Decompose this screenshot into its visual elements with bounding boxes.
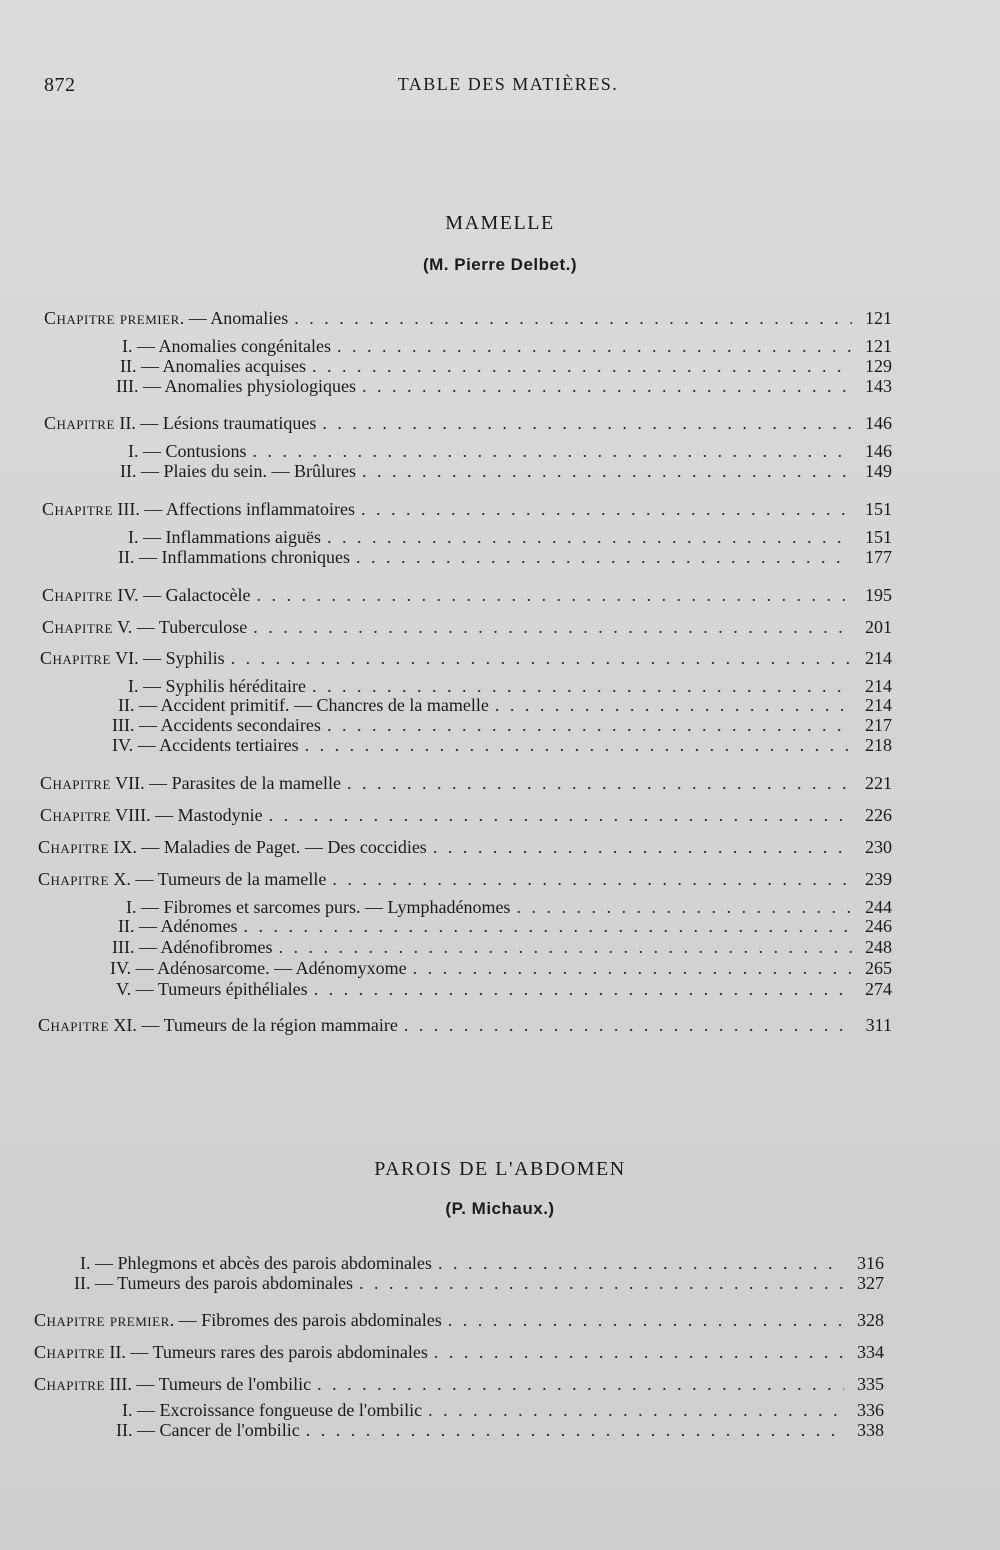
toc-entry xyxy=(42,617,892,639)
toc-entry xyxy=(40,648,892,670)
toc-entry xyxy=(44,308,892,330)
toc-entry-label: II. — Inflammations chroniques xyxy=(118,547,350,567)
section-author-mamelle xyxy=(0,255,1000,275)
leader-dots xyxy=(337,336,852,357)
leader-dots xyxy=(312,676,852,697)
leader-dots xyxy=(495,695,852,716)
toc-entry-label: Chapitre III. — Affections inflammatoires xyxy=(42,499,356,519)
toc-entry-page: 217 xyxy=(865,715,892,735)
leader-dots xyxy=(404,1015,852,1036)
toc-entry-label: Chapitre IV. — Galactocèle xyxy=(42,585,251,605)
toc-entry-label: Chapitre VIII. — Mastodynie xyxy=(40,805,263,825)
toc-entry-page: 335 xyxy=(857,1374,884,1394)
leader-dots xyxy=(312,356,852,377)
toc-entry-label: II. — Adénomes xyxy=(118,916,238,936)
section-author-abdomen xyxy=(0,1199,1000,1219)
toc-entry xyxy=(38,869,892,891)
toc-entry xyxy=(74,1273,884,1295)
toc-entry-page: 214 xyxy=(865,648,892,668)
toc-entry xyxy=(128,441,892,463)
toc-entry-label: Chapitre V. — Tuberculose xyxy=(42,617,248,637)
leader-dots xyxy=(362,376,852,397)
section-title-abdomen: PAROIS DE L'ABDOMEN xyxy=(374,1158,626,1180)
toc-entry-label: III. — Adénofibromes xyxy=(112,937,273,957)
toc-entry-label: I. — Fibromes et sarcomes purs. — Lymphadénomes xyxy=(126,897,511,917)
toc-entry-page: 246 xyxy=(865,916,892,936)
leader-dots xyxy=(434,1342,844,1363)
toc-entry-page: 201 xyxy=(865,617,892,637)
toc-entry-label: II. — Anomalies acquises xyxy=(120,356,306,376)
toc-entry-label: Chapitre VI. — Syphilis xyxy=(40,648,225,668)
leader-dots xyxy=(516,897,852,918)
toc-entry-label: II. — Tumeurs des parois abdominales xyxy=(74,1273,353,1293)
toc-entry-label: Chapitre premier. — Anomalies xyxy=(44,308,289,328)
toc-entry xyxy=(40,805,892,827)
leader-dots xyxy=(314,979,852,1000)
leader-dots xyxy=(257,585,852,606)
toc-entry-page: 149 xyxy=(865,461,892,481)
toc-entry-page: 121 xyxy=(865,308,892,328)
toc-entry xyxy=(120,461,892,483)
toc-entry-page: 177 xyxy=(865,547,892,567)
toc-entry xyxy=(38,837,892,859)
toc-entry-label: I. — Inflammations aiguës xyxy=(128,527,321,547)
toc-entry xyxy=(80,1253,884,1275)
toc-entry xyxy=(118,695,892,717)
leader-dots xyxy=(322,413,852,434)
leader-dots xyxy=(278,937,852,958)
toc-entry xyxy=(34,1310,884,1332)
toc-entry-page: 151 xyxy=(865,499,892,519)
toc-entry-page: 244 xyxy=(865,897,892,917)
toc-entry-label: II. — Plaies du sein. — Brûlures xyxy=(120,461,356,481)
leader-dots xyxy=(362,461,852,482)
leader-dots xyxy=(332,869,852,890)
toc-entry-label: I. — Syphilis héréditaire xyxy=(128,676,306,696)
toc-entry-page: 327 xyxy=(857,1273,884,1293)
toc-entry-label: Chapitre VII. — Parasites de la mamelle xyxy=(40,773,342,793)
toc-entry-page: 334 xyxy=(857,1342,884,1362)
section-title-mamelle: MAMELLE xyxy=(445,212,555,234)
leader-dots xyxy=(356,547,852,568)
toc-entry-page: 316 xyxy=(857,1253,884,1273)
toc-entry-label: Chapitre II. — Lésions traumatiques xyxy=(44,413,317,433)
leader-dots xyxy=(361,499,852,520)
toc-entry xyxy=(112,715,892,737)
toc-entry xyxy=(112,937,892,959)
toc-entry-label: I. — Anomalies congénitales xyxy=(122,336,331,356)
toc-entry-label: II. — Accident primitif. — Chancres de la mamelle xyxy=(118,695,489,715)
leader-dots xyxy=(327,527,852,548)
toc-entry xyxy=(118,547,892,569)
toc-entry-label: II. — Cancer de l'ombilic xyxy=(116,1420,300,1440)
toc-entry xyxy=(122,1400,884,1422)
leader-dots xyxy=(438,1253,844,1274)
leader-dots xyxy=(413,958,852,979)
toc-entry-page: 248 xyxy=(865,937,892,957)
toc-entry-page: 129 xyxy=(865,356,892,376)
toc-entry-label: Chapitre IX. — Maladies de Paget. — Des coccidies xyxy=(38,837,427,857)
leader-dots xyxy=(433,837,852,858)
toc-entry-page: 338 xyxy=(857,1420,884,1440)
leader-dots xyxy=(269,805,852,826)
leader-dots xyxy=(306,1420,844,1441)
toc-entry-label: III. — Accidents secondaires xyxy=(112,715,321,735)
leader-dots xyxy=(317,1374,844,1395)
toc-entry-label: I. — Excroissance fongueuse de l'ombilic xyxy=(122,1400,423,1420)
toc-entry-page: 221 xyxy=(865,773,892,793)
toc-entry-label: Chapitre III. — Tumeurs de l'ombilic xyxy=(34,1374,312,1394)
toc-entry-page: 311 xyxy=(865,1015,892,1035)
leader-dots xyxy=(243,916,852,937)
running-title: TABLE DES MATIÈRES. xyxy=(397,74,619,94)
toc-entry xyxy=(118,916,892,938)
toc-entry xyxy=(42,585,892,607)
toc-entry-page: 265 xyxy=(865,958,892,978)
leader-dots xyxy=(253,441,852,462)
toc-entry-page: 239 xyxy=(865,869,892,889)
leader-dots xyxy=(305,735,852,756)
leader-dots xyxy=(359,1273,844,1294)
toc-entry xyxy=(38,1015,892,1037)
toc-entry-page: 151 xyxy=(865,527,892,547)
toc-entry xyxy=(122,336,892,358)
leader-dots xyxy=(231,648,852,669)
toc-entry xyxy=(112,735,892,757)
toc-entry xyxy=(110,958,892,980)
toc-entry xyxy=(116,1420,884,1442)
toc-entry-page: 226 xyxy=(865,805,892,825)
toc-entry-label: IV. — Adénosarcome. — Adénomyxome xyxy=(110,958,407,978)
page-number: 872 xyxy=(44,74,76,96)
toc-entry-page: 121 xyxy=(865,336,892,356)
toc-entry xyxy=(34,1342,884,1364)
toc-entry xyxy=(120,356,892,378)
toc-entry xyxy=(44,413,892,435)
toc-entry xyxy=(34,1374,884,1396)
toc-entry-page: 146 xyxy=(865,413,892,433)
toc-entry-page: 195 xyxy=(865,585,892,605)
toc-entry-label: Chapitre premier. — Fibromes des parois abdominales xyxy=(34,1310,442,1330)
toc-entry-label: Chapitre II. — Tumeurs rares des parois abdominales xyxy=(34,1342,428,1362)
toc-entry-label: IV. — Accidents tertiaires xyxy=(112,735,299,755)
toc-entry-page: 218 xyxy=(865,735,892,755)
leader-dots xyxy=(327,715,852,736)
leader-dots xyxy=(253,617,852,638)
leader-dots xyxy=(294,308,852,329)
toc-entry-label: Chapitre X. — Tumeurs de la mamelle xyxy=(38,869,327,889)
toc-entry-page: 143 xyxy=(865,376,892,396)
toc-entry-page: 214 xyxy=(865,695,892,715)
toc-entry-label: Chapitre XI. — Tumeurs de la région mammaire xyxy=(38,1015,398,1035)
leader-dots xyxy=(428,1400,844,1421)
toc-entry xyxy=(40,773,892,795)
toc-entry-page: 328 xyxy=(857,1310,884,1330)
toc-entry xyxy=(128,527,892,549)
toc-entry-page: 214 xyxy=(865,676,892,696)
toc-entry-label: I. — Phlegmons et abcès des parois abdominales xyxy=(80,1253,432,1273)
toc-entry-label: I. — Contusions xyxy=(128,441,247,461)
toc-entry xyxy=(116,979,892,1001)
toc-entry xyxy=(42,499,892,521)
toc-entry-page: 146 xyxy=(865,441,892,461)
author-name: (M. Pierre Delbet.) xyxy=(422,255,578,274)
toc-entry-label: V. — Tumeurs épithéliales xyxy=(116,979,308,999)
toc-entry xyxy=(116,376,892,398)
toc-entry-label: III. — Anomalies physiologiques xyxy=(116,376,356,396)
leader-dots xyxy=(347,773,852,794)
toc-entry-page: 336 xyxy=(857,1400,884,1420)
toc-entry-page: 274 xyxy=(865,979,892,999)
toc-entry-page: 230 xyxy=(865,837,892,857)
running-head xyxy=(44,74,942,104)
leader-dots xyxy=(448,1310,844,1331)
author-name: (P. Michaux.) xyxy=(445,1199,555,1218)
